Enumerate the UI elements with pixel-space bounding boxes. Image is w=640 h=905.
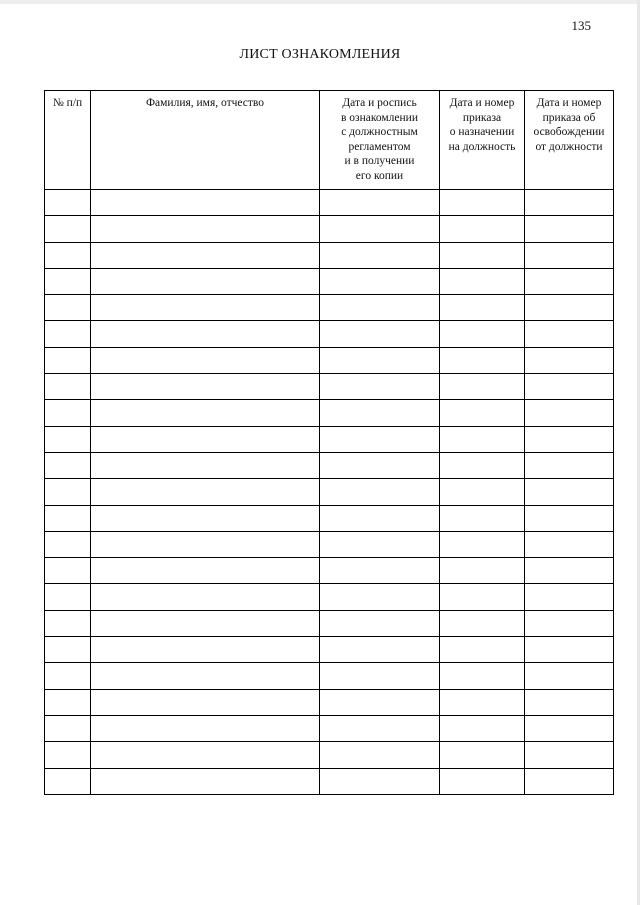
cell-full-name [91,268,320,294]
cell-full-name [91,321,320,347]
header-appointment-order [440,91,525,190]
table-row [45,400,614,426]
cell-appointment-order [440,216,525,242]
cell-full-name [91,374,320,400]
cell-number [45,268,91,294]
cell-signature-date [320,400,440,426]
cell-signature-date [320,663,440,689]
cell-number [45,426,91,452]
cell-full-name [91,347,320,373]
cell-full-name [91,637,320,663]
cell-dismissal-order [525,347,614,373]
cell-appointment-order [440,505,525,531]
cell-dismissal-order [525,689,614,715]
cell-dismissal-order [525,216,614,242]
table-row [45,505,614,531]
cell-appointment-order [440,321,525,347]
cell-dismissal-order [525,584,614,610]
cell-full-name [91,242,320,268]
cell-full-name [91,584,320,610]
cell-dismissal-order [525,558,614,584]
header-line: Дата и номер [536,97,602,109]
cell-dismissal-order [525,505,614,531]
cell-appointment-order [440,479,525,505]
table-row [45,452,614,478]
cell-dismissal-order [525,190,614,216]
page-title: ЛИСТ ОЗНАКОМЛЕНИЯ [239,47,401,62]
cell-number [45,400,91,426]
cell-number [45,479,91,505]
cell-number [45,216,91,242]
cell-full-name [91,479,320,505]
cell-signature-date [320,479,440,505]
cell-number [45,242,91,268]
table-row [45,479,614,505]
cell-number [45,584,91,610]
table-row [45,742,614,768]
cell-appointment-order [440,426,525,452]
cell-full-name [91,531,320,557]
header-line: Дата и номер [449,97,515,109]
cell-signature-date [320,374,440,400]
header-line: в ознакомлении [341,111,418,124]
page-number: 135 [571,18,591,33]
table-row [45,715,614,741]
cell-dismissal-order [525,663,614,689]
table-row [45,216,614,242]
table-row [45,347,614,373]
cell-dismissal-order [525,295,614,321]
cell-full-name [91,295,320,321]
cell-appointment-order [440,610,525,636]
cell-number [45,742,91,768]
cell-signature-date [320,689,440,715]
cell-full-name [91,216,320,242]
cell-number [45,610,91,636]
cell-appointment-order [440,715,525,741]
table-header-row [45,91,614,190]
cell-number [45,190,91,216]
header-line: на должность [448,140,516,153]
cell-dismissal-order [525,426,614,452]
cell-dismissal-order [525,768,614,794]
cell-dismissal-order [525,321,614,347]
cell-dismissal-order [525,742,614,768]
header-dismissal-order [525,91,614,190]
cell-appointment-order [440,190,525,216]
cell-number [45,452,91,478]
header-line: № п/п [52,97,83,109]
cell-appointment-order [440,400,525,426]
cell-number [45,505,91,531]
cell-dismissal-order [525,610,614,636]
cell-number [45,663,91,689]
header-line: приказа об [542,111,596,124]
cell-signature-date [320,505,440,531]
cell-number [45,531,91,557]
cell-full-name [91,505,320,531]
cell-full-name [91,400,320,426]
cell-signature-date [320,531,440,557]
cell-signature-date [320,216,440,242]
header-number [45,91,91,190]
cell-full-name [91,689,320,715]
cell-full-name [91,742,320,768]
table-row [45,558,614,584]
cell-full-name [91,715,320,741]
table-row [45,663,614,689]
table-row [45,689,614,715]
cell-appointment-order [440,558,525,584]
header-line: Дата и роспись [342,97,417,109]
header-line: с должностным [341,126,418,138]
cell-signature-date [320,452,440,478]
cell-signature-date [320,715,440,741]
cell-signature-date [320,295,440,321]
table-row [45,374,614,400]
cell-number [45,295,91,321]
cell-dismissal-order [525,374,614,400]
cell-signature-date [320,768,440,794]
cell-appointment-order [440,268,525,294]
cell-signature-date [320,426,440,452]
cell-dismissal-order [525,531,614,557]
header-line: от должности [535,140,603,153]
cell-number [45,347,91,373]
cell-appointment-order [440,347,525,373]
table-row [45,584,614,610]
cell-full-name [91,768,320,794]
table-row [45,531,614,557]
cell-signature-date [320,268,440,294]
cell-signature-date [320,190,440,216]
cell-signature-date [320,610,440,636]
cell-full-name [91,663,320,689]
cell-dismissal-order [525,715,614,741]
table-row [45,637,614,663]
cell-signature-date [320,637,440,663]
cell-appointment-order [440,637,525,663]
cell-number [45,715,91,741]
header-signature-date [320,91,440,190]
page-edge [0,0,640,4]
header-line: и в получении [344,155,415,167]
cell-full-name [91,610,320,636]
cell-number [45,558,91,584]
table-row [45,610,614,636]
cell-dismissal-order [525,637,614,663]
cell-full-name [91,190,320,216]
cell-dismissal-order [525,268,614,294]
cell-signature-date [320,558,440,584]
header-line: приказа [462,111,502,124]
cell-appointment-order [440,742,525,768]
cell-appointment-order [440,531,525,557]
cell-number [45,637,91,663]
cell-signature-date [320,347,440,373]
cell-signature-date [320,321,440,347]
header-line: регламентом [348,140,411,153]
cell-dismissal-order [525,242,614,268]
table-row [45,190,614,216]
cell-appointment-order [440,452,525,478]
cell-number [45,689,91,715]
cell-number [45,374,91,400]
table-row [45,321,614,347]
cell-dismissal-order [525,479,614,505]
header-line: Фамилия, имя, отчество [145,97,265,109]
cell-number [45,321,91,347]
header-line: освобождении [533,126,605,138]
cell-full-name [91,452,320,478]
cell-dismissal-order [525,452,614,478]
cell-dismissal-order [525,400,614,426]
cell-signature-date [320,742,440,768]
cell-appointment-order [440,295,525,321]
table-row [45,768,614,794]
cell-appointment-order [440,584,525,610]
table-row [45,426,614,452]
table-body [45,190,614,795]
cell-appointment-order [440,242,525,268]
cell-signature-date [320,584,440,610]
table-row [45,295,614,321]
header-line: его копии [355,169,404,182]
cell-appointment-order [440,663,525,689]
acknowledgement-table [44,90,614,795]
header-line: о назначении [449,126,515,138]
cell-number [45,768,91,794]
table-row [45,242,614,268]
cell-full-name [91,558,320,584]
cell-signature-date [320,242,440,268]
cell-full-name [91,426,320,452]
cell-appointment-order [440,374,525,400]
header-full-name [91,91,320,190]
cell-appointment-order [440,689,525,715]
table-row [45,268,614,294]
cell-appointment-order [440,768,525,794]
